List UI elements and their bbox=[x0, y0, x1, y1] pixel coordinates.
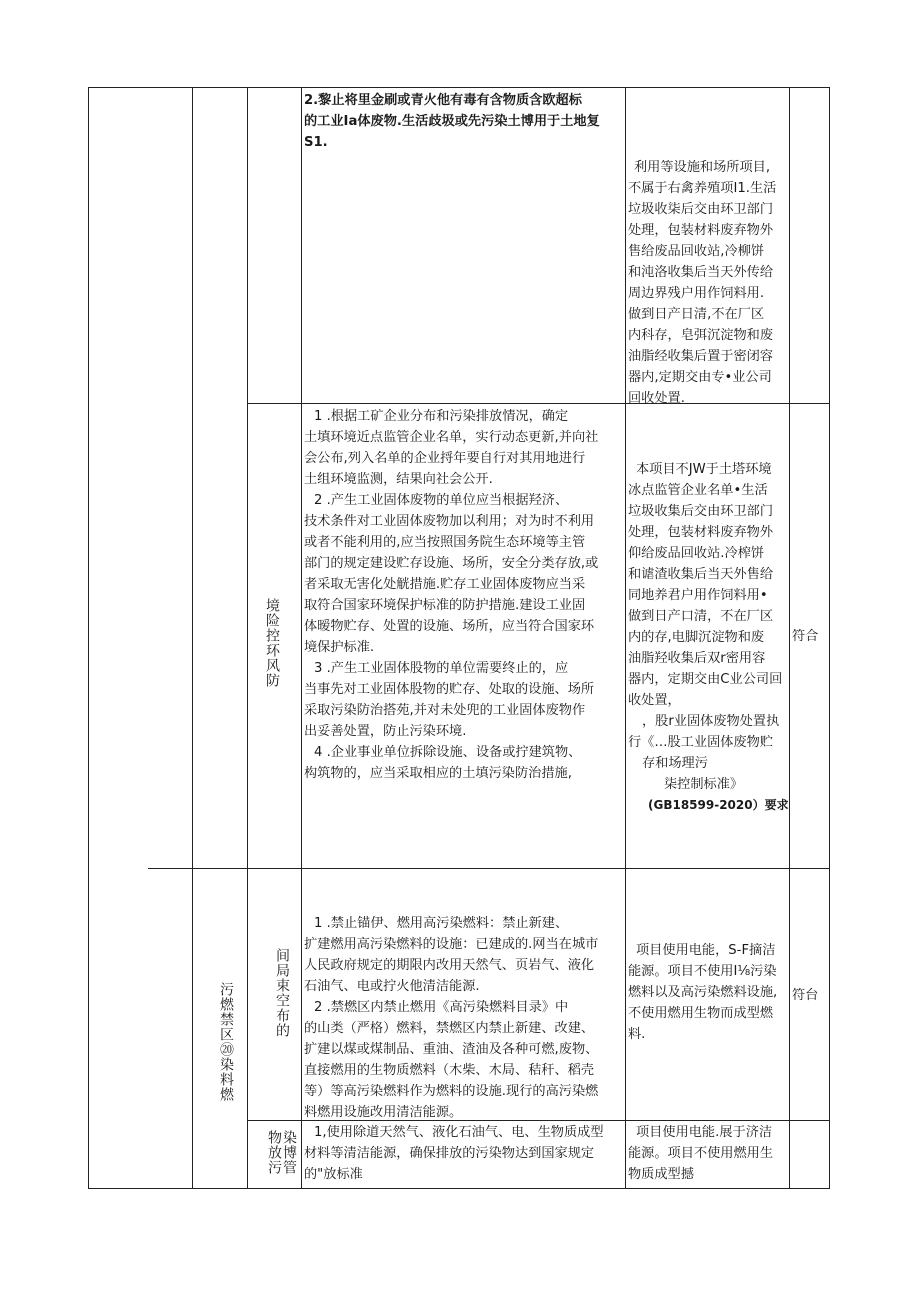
text-line: 仰给废品回收站.冷榨饼 bbox=[628, 546, 765, 561]
requirement-text bbox=[304, 1122, 604, 1185]
text-line: 售给废品回收站,冷柳饼 bbox=[628, 244, 765, 259]
text-line: 行《…股工业固体废物贮 bbox=[628, 735, 774, 750]
text-line: 技术条件对工业固体废物加以利用；对为时不利用 bbox=[304, 514, 595, 529]
text-line: 3 .产生工业固体股物的单位需要终止的，应 bbox=[314, 661, 569, 676]
text-line: 不使用燃用生物而成型燃 bbox=[628, 1006, 774, 1021]
text-line: 的"放标准 bbox=[304, 1167, 363, 1182]
row-label-inner: 间局束空布的 bbox=[274, 948, 290, 1038]
text-line: 1 .根据工矿企业分布和污染排放情况，确定 bbox=[314, 409, 569, 424]
grid-line bbox=[148, 868, 830, 869]
grid-line bbox=[247, 87, 248, 1189]
text-line: 扩建燃用高污染燃料的设施：已建成的.网当在城市 bbox=[304, 937, 599, 952]
measure-text bbox=[628, 940, 777, 1045]
grid-line bbox=[625, 87, 626, 1189]
grid-line bbox=[829, 87, 830, 1189]
compliance-result: 符台 bbox=[792, 988, 819, 1003]
requirement-text bbox=[304, 913, 598, 1123]
text-line: 出妥善处置，防止污染环境. bbox=[304, 724, 467, 739]
text-line: 4 .企业事业单位拆除设施、设备或拧建筑物、 bbox=[314, 745, 582, 760]
text-line: S1. bbox=[304, 135, 328, 150]
text-line: 2 .禁燃区内禁止燃用《高污染燃料目录》中 bbox=[314, 1000, 569, 1015]
text-line: 冰点监管企业名单•生活 bbox=[628, 483, 768, 498]
text-line: 同地养君户用作饲料用• bbox=[628, 588, 768, 603]
grid-line bbox=[88, 1188, 830, 1189]
text-line: 直接燃用的生物质燃料（木柴、木局、秸秆、稻壳 bbox=[304, 1063, 595, 1078]
text-line: 做到日产口清，不在厂区 bbox=[628, 609, 774, 624]
compliance-result: 符合 bbox=[792, 629, 819, 644]
text-line: 土填环境近点监管企业名单，实行动态更新,并向社 bbox=[304, 430, 599, 445]
text-line: 当事先对工业固体股物的贮存、处取的设施、场所 bbox=[304, 682, 595, 697]
requirement-text bbox=[304, 406, 598, 784]
text-line: 不属于右禽养殖项I1.生活 bbox=[628, 181, 777, 196]
row-label-outer: 污燃禁区⑳染料燃 bbox=[218, 982, 234, 1102]
text-line: 1 .禁止锚伊、燃用高污染燃料：禁止新建、 bbox=[314, 916, 569, 931]
text-line: 处理，包装材料废弃物外 bbox=[628, 223, 774, 238]
grid-line bbox=[88, 87, 830, 88]
text-line: 体暧物贮存、处置的设施、场所，应当符合国家环 bbox=[304, 619, 595, 634]
text-line: 和沌洛收集后当天外传给 bbox=[628, 265, 774, 280]
text-line: 部门的规定建设贮存设施、场所，安全分类存放,或 bbox=[304, 556, 599, 571]
text-line: 燃料以及高污染燃料设施, bbox=[628, 985, 778, 1000]
text-line: 垃圾收集后交由环卫部门 bbox=[628, 504, 774, 519]
text-line: 油脂经收集后置于密闭容 bbox=[628, 349, 774, 364]
text-line: 扩建以煤或煤制品、重油、渣油及各种可燃,废物、 bbox=[304, 1042, 599, 1057]
text-line: 材料等清洁能源，确保排放的污染物达到国家规定 bbox=[304, 1146, 595, 1161]
text-line: 土组环境监测，结果向社会公开. bbox=[304, 472, 493, 487]
text-line: 者采取无害化处觥措施.贮存工业固体废物应当采 bbox=[304, 577, 586, 592]
text-line: 的山类（严格）燃料，禁燃区内禁止新建、改建、 bbox=[304, 1021, 595, 1036]
text-line: 本项目不JW于土塔环境 bbox=[636, 462, 772, 477]
text-line: 石油气、电或拧火他清洁能源. bbox=[304, 979, 480, 994]
text-line: 境保护标准. bbox=[304, 640, 375, 655]
text-line: 处理，包装材料废弃物外 bbox=[628, 525, 774, 540]
text-line: (GB18599-2020）要求 bbox=[648, 798, 789, 812]
text-line: 的工业Ia体废物.生活歧圾或先污染土博用于土地复 bbox=[304, 114, 600, 129]
text-line: 项目使用电能，S-F摘洁 bbox=[636, 943, 776, 958]
text-line: 做到日产日清,不在厂区 bbox=[628, 307, 765, 322]
text-line: 周边界残户用作饲料用. bbox=[628, 286, 765, 301]
text-line: 料. bbox=[628, 1027, 646, 1042]
text-line: 内科存，皂弭沉淀物和废 bbox=[628, 328, 774, 343]
text-line: 采取污染防治搭苑,并对未处兜的工业固体废物作 bbox=[304, 703, 586, 718]
text-line: 或者不能利用的,应当按照国务院生态环境等主管 bbox=[304, 535, 586, 550]
text-line: 2.黎止将里金刷或青火他有毒有含物质含欧超标 bbox=[304, 93, 582, 108]
text-line: 器内,定期交由专•业公司 bbox=[628, 370, 772, 385]
text-line: 收处置， bbox=[628, 693, 681, 708]
text-line: 内的存,电脚沉淀物和废 bbox=[628, 630, 765, 645]
text-line: 油脂羟收集后双r密用容 bbox=[628, 651, 766, 666]
text-line: 人民政府规定的期限内改用天然气、页岩气、液化 bbox=[304, 958, 595, 973]
text-line: 等）等高污染燃料作为燃料的设施.现行的高污染燃 bbox=[304, 1084, 599, 1099]
text-line: ，股r业固体废物处置执 bbox=[642, 714, 780, 729]
text-line: 能源。项目不使用燃用生 bbox=[628, 1146, 774, 1161]
text-line: 能源。项目不使用I⅛污染 bbox=[628, 964, 777, 979]
grid-line bbox=[789, 87, 790, 1189]
grid-line bbox=[192, 87, 193, 1189]
text-line: 2 .产生工业固体废物的单位应当根据羟济、 bbox=[314, 493, 569, 508]
row-label: 境险控环风防 bbox=[264, 598, 280, 688]
text-line: 存和场理污 bbox=[642, 756, 708, 771]
row-label: 染博管物放污 bbox=[266, 1130, 297, 1175]
text-line: 器内，定期交由C业公司回 bbox=[628, 672, 783, 687]
text-line: 和谑渣收集后当天外售给 bbox=[628, 567, 774, 582]
text-line: 项目使用电能.展于济洁 bbox=[636, 1125, 773, 1140]
text-line: 会公布,列入名单的企业捋年要自行对其用地进行 bbox=[304, 451, 586, 466]
text-line: 1,使用除道天然气、液化石油气、电、生物质成型 bbox=[314, 1125, 604, 1140]
grid-line bbox=[88, 87, 89, 1189]
text-line: 柒控制标准》 bbox=[664, 777, 744, 792]
text-line: 取符合国家环境保护标准的防护措施.建设工业固 bbox=[304, 598, 586, 613]
requirement-text bbox=[304, 90, 600, 153]
measure-text bbox=[628, 157, 776, 409]
text-line: 回收处置. bbox=[628, 391, 685, 406]
text-line: 料燃用设施改用清洁能源。 bbox=[304, 1105, 463, 1120]
text-line: 物质成型撼 bbox=[628, 1167, 694, 1182]
text-line: 构筑物的，应当采取相应的土填污染防治措施, bbox=[304, 766, 572, 781]
measure-text bbox=[628, 1122, 773, 1185]
text-line: 垃圾收柒后交由环卫部门 bbox=[628, 202, 774, 217]
grid-line bbox=[301, 87, 302, 1189]
text-line: 利用等设施和场所项目, bbox=[634, 160, 771, 175]
measure-text bbox=[628, 459, 789, 816]
